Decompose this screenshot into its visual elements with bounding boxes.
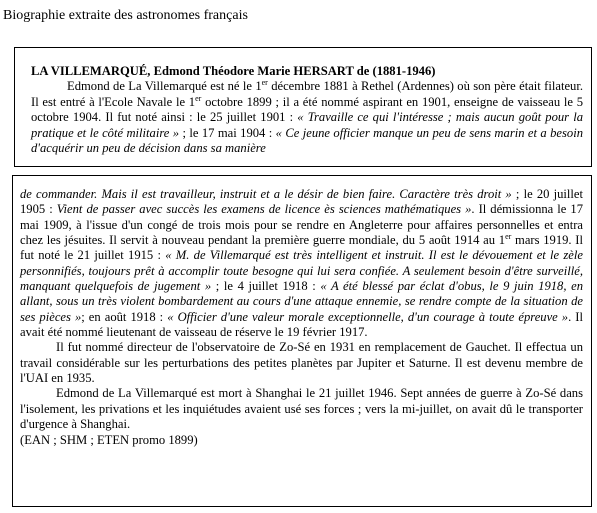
quoted-assessment: « A été blessé par éclat d'obus, le 9 juin 1918, en allant, sous un très violent bombardement au cours d'une attaque ennemie, se rendre compte de la situation de ses pièces »: [20, 279, 583, 324]
text-run: ; le 17 mai 1904 :: [179, 125, 276, 140]
ordinal-superscript: er: [261, 78, 268, 88]
quoted-assessment: « Officier d'une valeur morale exceptionnelle, d'un courage à toute épreuve »: [167, 309, 569, 324]
quoted-assessment: de commander. Mais il est travailleur, instruit et a le désir de bien faire. Caractère très droit »: [20, 187, 512, 201]
quoted-assessment: « Ce jeune officier manque un peu de sens marin et a besoin d'acquérir un peu de décision dans sa manière: [31, 125, 583, 156]
text-run: octobre 1899 ; il a été nommé aspirant en 1901, enseigne de vaisseau le 5 octobre 1904. Il fut noté ainsi : le 25 juillet 1901 :: [31, 94, 583, 125]
biography-paragraph-3: Il fut nommé directeur de l'observatoire de Zo-Sé en 1931 en remplacement de Gauchet. Il effectua un travail considérable sur les perturbations des petites planètes par Jupiter et Saturne. Il est devenu membre de l'UAI en 1935.: [20, 340, 583, 386]
ordinal-superscript: er: [195, 93, 202, 103]
ordinal-superscript: er: [505, 232, 512, 242]
biography-references: (EAN ; SHM ; ETEN promo 1899): [20, 432, 198, 447]
quoted-assessment: « M. de Villemarqué est très intelligent et instruit. Il est le dévouement et le zèle personnifiés, toujours prêt à accomplir toute besogne qui lui sera confiée. A seulement besoin d'être surveillé, manquant quelquefois de jugement »: [20, 248, 583, 294]
text-run: décembre 1881 à Rethel (Ardennes) où son père était filateur. Il est entré à l'Ecole Navale le 1: [31, 79, 583, 109]
biography-paragraph-4: Edmond de La Villemarqué est mort à Shanghai le 21 juillet 1946. Sept années de guerre à Zo-Sé dans l'isolement, les privations et les inquiétudes avaient usé ses forces ; vers la mi-juillet, on avait dû le transporter d'urgence à Shanghai.: [20, 386, 583, 432]
text-run: ; en août 1918 :: [81, 309, 168, 324]
quoted-assessment: Vient de passer avec succès les examens de licence ès sciences mathématiques »: [56, 202, 472, 217]
biography-excerpt-top: [14, 47, 592, 167]
text-run: mars 1919. Il fut noté le 21 juillet 1915 :: [20, 233, 583, 263]
biography-excerpt-bottom: [12, 175, 592, 507]
text-run: . Il avait été nommé lieutenant de vaisseau de réserve le 19 février 1917.: [20, 309, 583, 340]
text-run: ; le 20 juillet 1905 :: [20, 187, 583, 217]
quoted-assessment: « Travaille ce qui l'intéresse ; mais aucun goût pour la pratique et le côté militaire »: [31, 110, 584, 140]
document-caption: Biographie extraite des astronomes français: [3, 8, 248, 23]
text-run: Edmond de La Villemarqué est né le 1: [67, 79, 262, 94]
text-run: ; le 4 juillet 1918 :: [211, 279, 321, 294]
biography-paragraph-2: [20, 187, 583, 340]
biography-title: LA VILLEMARQUÉ, Edmond Théodore Marie HERSART de (1881-1946): [31, 64, 436, 78]
text-run: . Il démissionna le 17 mai 1909, à l'issue d'un congé de trois mois pour se rendre en Angleterre pour affaires personnelles et entra chez les jésuites. Il servit à nouveau pendant la première guerre mondiale, du 5 août 1914 au 1: [20, 202, 584, 248]
biography-paragraph-1: [31, 79, 583, 156]
